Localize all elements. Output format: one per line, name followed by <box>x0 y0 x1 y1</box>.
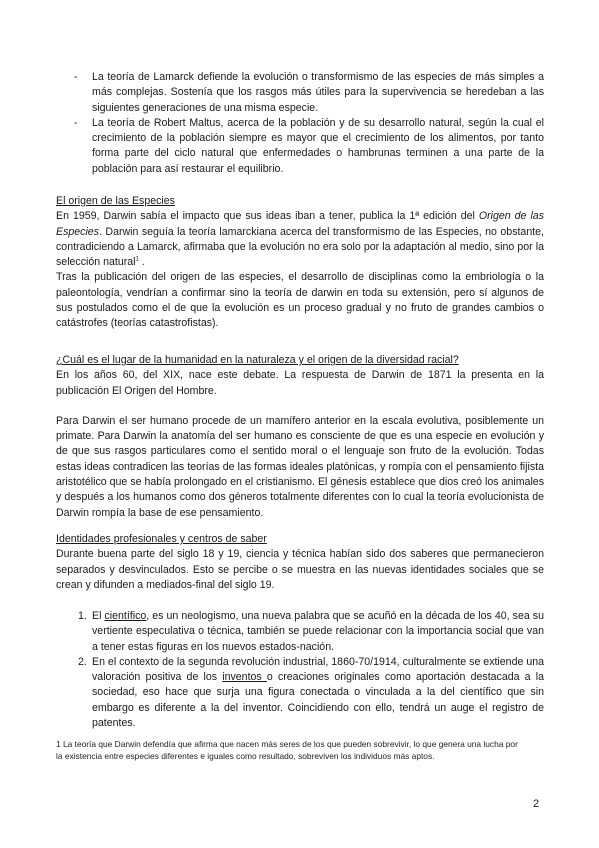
section-heading: El origen de las Especies <box>56 195 175 207</box>
section-identidades <box>56 532 544 593</box>
paragraph: Para Darwin el ser humano procede de un mamífero anterior en la escala evolutiva, posiblemente un primate. Para Darwin la anatomía del ser humano es consciente de que es una especie en evolución y de que sus rasgos particulares como el sentido moral o el lenguaje son fruto de la evolución. Todas estas ideas contradicen las teorías de las formas ideales platónicas, y rompía con el pensamiento fijista aristotélico que se había prolongado en el cristianismo. El génesis establece que dios creó los animales y después a los humanos como dos géneros totalmente diferentes con lo cual la teoría evolucionista de Darwin rompía la base de ese pensamiento. <box>56 414 544 519</box>
list-item <box>72 116 544 177</box>
list-item <box>72 609 544 655</box>
footnote: 1 La teoría que Darwin defendía que afirma que nacen más seres de los que pueden sobrevivir, lo que genera una lucha por la existencia entre especies diferentes e iguales como resultado, sobreviven los individuos más aptos. <box>56 739 518 761</box>
underlined-term: inventos <box>222 671 267 684</box>
book-title: Origen de las Especies <box>56 210 544 238</box>
page-number: 2 <box>533 798 540 810</box>
list-marker: - <box>74 116 78 129</box>
list-item <box>72 70 544 116</box>
numbered-list <box>72 609 544 731</box>
list-marker: 2. <box>78 655 87 668</box>
dash-list <box>72 70 544 177</box>
paragraph: En los años 60, del XIX, nace este debate. La respuesta de Darwin de 1871 la presenta en la publicación El Origen del Hombre. <box>56 369 544 397</box>
list-marker: 1. <box>78 610 87 622</box>
paragraph <box>56 209 544 270</box>
text-run: En 1959, Darwin sabía el impacto que sus ideas iban a tener, publica la 1ª edición del <box>56 210 479 223</box>
section-heading: Identidades profesionales y centros de saber <box>56 533 267 545</box>
list-item-text: La teoría de Robert Maltus, acerca de la población y de su desarrollo natural, según la cual el crecimiento de la población siempre es mayor que el crecimiento de los alimentos, por tanto forma parte del ciclo natural que enfermedades o hambrunas terminen a una parte de la población para así restaurar el equilibrio. <box>92 116 544 175</box>
text-run: En el contexto de la segunda revolución industrial, 1860-70/1914, culturalmente se extiende una valoración positiva de los <box>92 655 544 684</box>
list-item <box>72 655 544 731</box>
underlined-term: científico <box>104 610 147 622</box>
section-origen <box>56 194 544 332</box>
text-run: El <box>92 610 105 622</box>
text-run: . Darwin seguía la teoría lamarckiana acerca del transformismo de las Especies, no obstante, contradiciendo a Lamarck, afirmaba que la evolución no era solo por la adaptación al medio, sino por la selección natural <box>56 225 544 269</box>
list-item-text: La teoría de Lamarck defiende la evolución o transformismo de las especies de más simples a más complejas. Sostenía que los rasgos más útiles para la supervivencia se heredeban a las siguientes generaciones de una misma especie. <box>92 71 544 114</box>
paragraph: Tras la publicación del origen de las especies, el desarrollo de disciplinas como la embriología o la paleontología, vendrían a confirmar sino la teoría de darwin en toda su extensión, pero sí algunos de sus postulados como el de que la evolución es un proceso gradual y no fruto de grandes cambios o catástrofes (teorías catastrofistas). <box>56 271 544 330</box>
section-humanidad <box>56 353 544 521</box>
list-marker: - <box>74 71 78 83</box>
section-heading: ¿Cuál es el lugar de la humanidad en la naturaleza y el origen de la diversidad racial? <box>56 354 459 366</box>
text-run: . <box>138 256 145 269</box>
text-run: o creaciones originales como aportación destacada a la sociedad, eso hace que surja una figura conectada o vinculada a la del científico que sin embargo es diferente a la del inventor. Coincidiendo con ello, tendrá un auge el registro de patentes. <box>92 671 544 730</box>
footnote-ref[interactable]: 1 <box>135 256 139 263</box>
text-run: , es un neologismo, una nueva palabra que se acuñó en la década de los 40, sea su vertiente especulativa o técnica, también se puede relacionar con la importancia social que van a tener estas figuras en los nuevos estados-nación. <box>92 610 544 653</box>
paragraph: Durante buena parte del siglo 18 y 19, ciencia y técnica habían sido dos saberes que permanecieron separados y desvinculados. Esto se percibe o se muestra en las nuevas identidades sociales que se crean y difunden a mediados-final del siglo 19. <box>56 548 544 591</box>
